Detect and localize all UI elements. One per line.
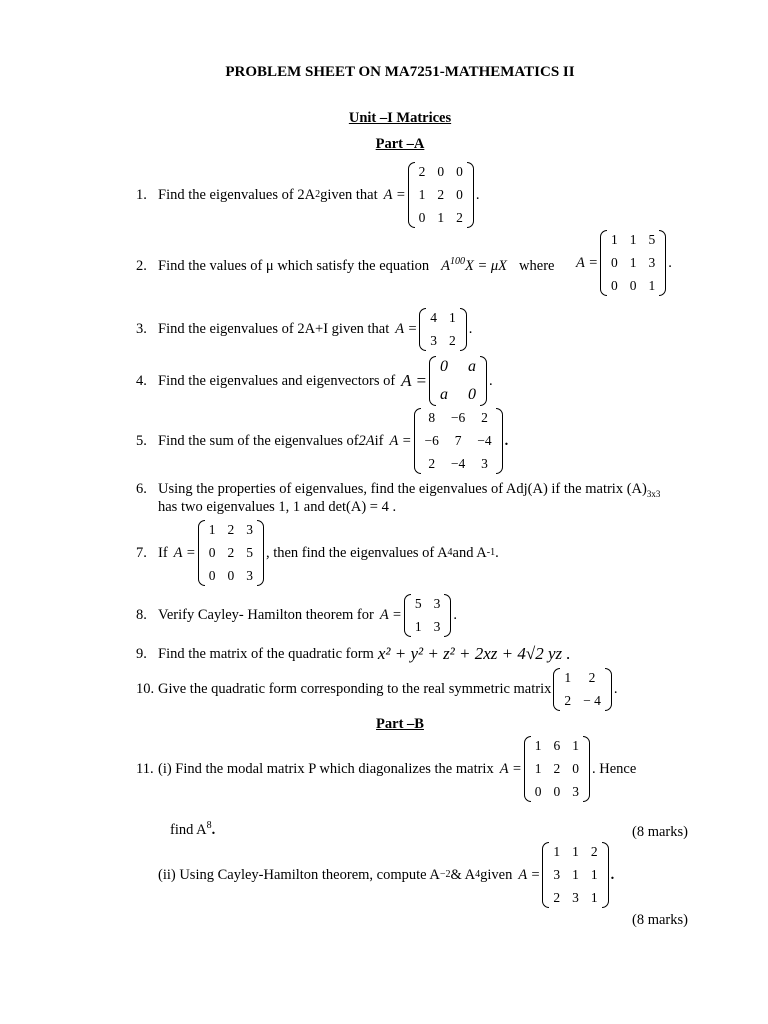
- matrix-entry: 0: [418, 210, 426, 225]
- matrix-cells: [531, 736, 583, 802]
- matrix-entry: 2: [590, 844, 598, 859]
- matrix-variable: A =: [499, 760, 522, 777]
- punctuation: .: [613, 681, 618, 697]
- matrix-cells: [415, 162, 467, 228]
- matrix-entry: 1: [534, 738, 542, 753]
- question-2: [136, 258, 554, 275]
- matrix-cells: [436, 356, 480, 406]
- matrix-entry: −4: [477, 433, 492, 448]
- matrix-entry: 7: [454, 433, 462, 448]
- matrix-entry: 0: [611, 255, 618, 270]
- matrix-variable: A =: [395, 321, 418, 337]
- punctuation: .: [668, 254, 672, 271]
- matrix-entry: 2: [227, 545, 235, 560]
- matrix-variable: A =: [379, 607, 402, 623]
- matrix-entry: 1: [629, 255, 637, 270]
- question-text: (ii) Using Cayley-Hamilton theorem, compute A: [158, 866, 440, 883]
- matrix-entry: 1: [418, 187, 426, 202]
- question-7: 7. If A = 1 2 3 0 2 5 0 0 3 , then find the eigenvalues of A 4 and A -1 .: [136, 520, 499, 586]
- matrix-variable: A =: [518, 866, 541, 883]
- matrix-entry: 3: [433, 619, 441, 634]
- matrix-entry: 0: [611, 278, 618, 293]
- quadratic-form: x² + y² + z² + 2xz + 4√2 yz .: [377, 644, 571, 663]
- matrix-entry: 1: [534, 761, 542, 776]
- question-text: Find the eigenvalues of 2A: [158, 186, 316, 203]
- matrix-entry: 3: [430, 333, 438, 348]
- question-number: 6.: [136, 481, 147, 497]
- where-label: where: [519, 258, 555, 274]
- matrix-entry: 0: [456, 187, 463, 202]
- question-text: Find the values of μ which satisfy the equation: [158, 258, 430, 274]
- matrix-entry: 2: [553, 890, 561, 905]
- question-text: , then find the eigenvalues of A: [265, 544, 448, 561]
- matrix: [408, 162, 474, 228]
- matrix-entry: 3: [572, 784, 579, 799]
- matrix-entry: −6: [450, 410, 466, 425]
- matrix: [600, 230, 666, 296]
- question-4: [136, 356, 493, 406]
- question-6-line2: has two eigenvalues 1, 1 and det(A) = 4 .: [158, 499, 397, 515]
- question-8: [136, 594, 457, 637]
- matrix-entry: 2: [418, 164, 426, 179]
- matrix-entry: 2: [564, 693, 572, 708]
- matrix-entry: 0: [629, 278, 637, 293]
- question-text: Find the eigenvalues of 2A+I given that: [158, 321, 390, 337]
- matrix-entry: 2: [437, 187, 445, 202]
- question-3: [136, 308, 472, 351]
- question-text: Using the properties of eigenvalues, find the eigenvalues of Adj(A) if the matrix (A): [158, 481, 647, 497]
- matrix-entry: 3: [648, 255, 656, 270]
- punctuation: .: [453, 607, 457, 623]
- matrix-entry: 6: [553, 738, 561, 753]
- unit-heading: Unit –I Matrices: [348, 110, 452, 126]
- question-number: 9.: [136, 645, 147, 662]
- matrix-entry: 3: [246, 522, 253, 537]
- matrix-variable: A =: [401, 371, 427, 390]
- punctuation: .: [468, 321, 473, 337]
- matrix: [429, 356, 487, 406]
- matrix-entry: 3: [246, 568, 253, 583]
- matrix-entry: 3: [553, 867, 561, 882]
- marks-label: (8 marks): [632, 912, 688, 928]
- matrix-entry: 5: [648, 232, 656, 247]
- matrix-variable: A =: [389, 432, 412, 449]
- question-9: [136, 644, 571, 664]
- matrix: [542, 842, 608, 908]
- matrix-cells: [549, 842, 601, 908]
- punctuation: .: [504, 432, 509, 449]
- matrix-entry: 1: [437, 210, 445, 225]
- question-text: Find the sum of the eigenvalues of: [158, 432, 359, 449]
- matrix-entry: 3: [433, 596, 441, 611]
- matrix: [524, 736, 590, 802]
- matrix-variable: A =: [383, 186, 406, 203]
- matrix-cells: [560, 668, 605, 711]
- matrix-entry: 2: [227, 522, 235, 537]
- matrix-entry: a: [467, 358, 476, 375]
- matrix-entry: 1: [611, 232, 618, 247]
- punctuation: .: [610, 866, 615, 883]
- matrix-entry: 0: [227, 568, 235, 583]
- matrix-entry: 5: [246, 545, 253, 560]
- matrix-entry: 1: [564, 670, 572, 685]
- matrix-entry: 2: [449, 333, 456, 348]
- matrix-entry: 2: [553, 761, 561, 776]
- matrix-entry: 2: [428, 456, 436, 471]
- matrix-entry: 0: [437, 164, 445, 179]
- question-11-ii: (ii) Using Cayley-Hamilton theorem, compute A −2 & A 4 given A = 1 1 2 3 1 1 2 3 1 .: [158, 842, 614, 908]
- matrix-entry: 1: [414, 619, 422, 634]
- expression: 2A: [358, 432, 375, 449]
- matrix: [404, 594, 452, 637]
- matrix-entry: 0: [456, 164, 463, 179]
- matrix-entry: a: [439, 386, 448, 403]
- matrix-entry: 1: [648, 278, 656, 293]
- matrix-entry: 0: [208, 545, 216, 560]
- question-number: 3.: [136, 321, 147, 337]
- matrix-cells: [421, 408, 496, 474]
- matrix-entry: 1: [590, 867, 598, 882]
- matrix: [414, 408, 503, 474]
- question-text: given that: [320, 186, 378, 203]
- part-a-heading: Part –A: [375, 136, 425, 152]
- question-5: [136, 408, 508, 474]
- matrix-entry: 0: [553, 784, 561, 799]
- matrix-entry: 3: [572, 890, 579, 905]
- question-10: [136, 668, 618, 711]
- matrix-entry: 0: [439, 358, 448, 375]
- question-text: (i) Find the modal matrix P which diagonalizes the matrix: [158, 760, 494, 777]
- matrix-entry: 2: [456, 210, 463, 225]
- question-number: 4.: [136, 372, 147, 389]
- matrix-variable: A =: [173, 544, 196, 561]
- matrix-entry: 2: [481, 410, 488, 425]
- matrix-entry: 5: [414, 596, 422, 611]
- question-text: if: [374, 432, 384, 449]
- matrix-entry: 1: [553, 844, 561, 859]
- question-text: . Hence: [591, 760, 637, 777]
- marks-label: (8 marks): [632, 824, 688, 840]
- matrix-entry: 1: [572, 844, 579, 859]
- question-number: 11.: [136, 760, 154, 777]
- question-text: Find the eigenvalues and eigenvectors of: [158, 372, 396, 389]
- matrix-entry: 0: [467, 386, 476, 403]
- question-number: 7.: [136, 544, 147, 561]
- question-number: 8.: [136, 607, 147, 623]
- question-number: 5.: [136, 432, 147, 449]
- matrix-entry: 1: [449, 310, 456, 325]
- question-text: and A: [452, 544, 487, 561]
- matrix-entry: −6: [424, 433, 439, 448]
- subscript: 3x3: [646, 488, 661, 499]
- question-text: Give the quadratic form corresponding to the real symmetric matrix: [158, 681, 552, 697]
- matrix-cells: [205, 520, 257, 586]
- matrix-cells: [607, 230, 659, 296]
- matrix-entry: −4: [450, 456, 466, 471]
- sheet-title: PROBLEM SHEET ON MA7251-MATHEMATICS II: [225, 64, 575, 80]
- matrix-entry: 1: [572, 738, 579, 753]
- matrix: [553, 668, 612, 711]
- matrix-entry: 8: [428, 410, 436, 425]
- question-text: If: [158, 544, 168, 561]
- matrix-entry: 4: [430, 310, 438, 325]
- matrix-entry: − 4: [583, 693, 601, 708]
- question-6: [136, 481, 660, 498]
- matrix-entry: 0: [572, 761, 579, 776]
- question-text: Verify Cayley- Hamilton theorem for: [158, 607, 374, 623]
- question-2-matrix: [576, 230, 672, 296]
- matrix: [419, 308, 467, 351]
- equation: $A^{100}X = \mu X$: [441, 256, 508, 274]
- matrix-entry: 1: [629, 232, 637, 247]
- matrix-entry: 2: [588, 670, 596, 685]
- matrix-cells: [426, 308, 460, 351]
- question-number: 10.: [136, 681, 155, 697]
- question-1: 1. Find the eigenvalues of 2A 2 given that A = 2 0 0 1 2 0 0 1 2 .: [136, 162, 480, 228]
- question-text: Find the matrix of the quadratic form: [158, 645, 374, 662]
- punctuation: .: [475, 186, 480, 203]
- matrix-entry: 1: [590, 890, 598, 905]
- question-11-i: [136, 736, 636, 802]
- matrix-entry: 3: [481, 456, 488, 471]
- matrix-entry: 1: [572, 867, 579, 882]
- punctuation: .: [488, 372, 493, 389]
- matrix-entry: 0: [534, 784, 542, 799]
- matrix: [198, 520, 264, 586]
- matrix-entry: 0: [208, 568, 216, 583]
- question-11-find: find $A^8$.: [170, 820, 216, 838]
- part-b-heading: Part –B: [376, 716, 424, 732]
- question-number: 1.: [136, 186, 147, 203]
- question-number: 2.: [136, 258, 147, 274]
- matrix-variable: A =: [576, 254, 599, 271]
- matrix-entry: 1: [208, 522, 216, 537]
- matrix-cells: [411, 594, 445, 637]
